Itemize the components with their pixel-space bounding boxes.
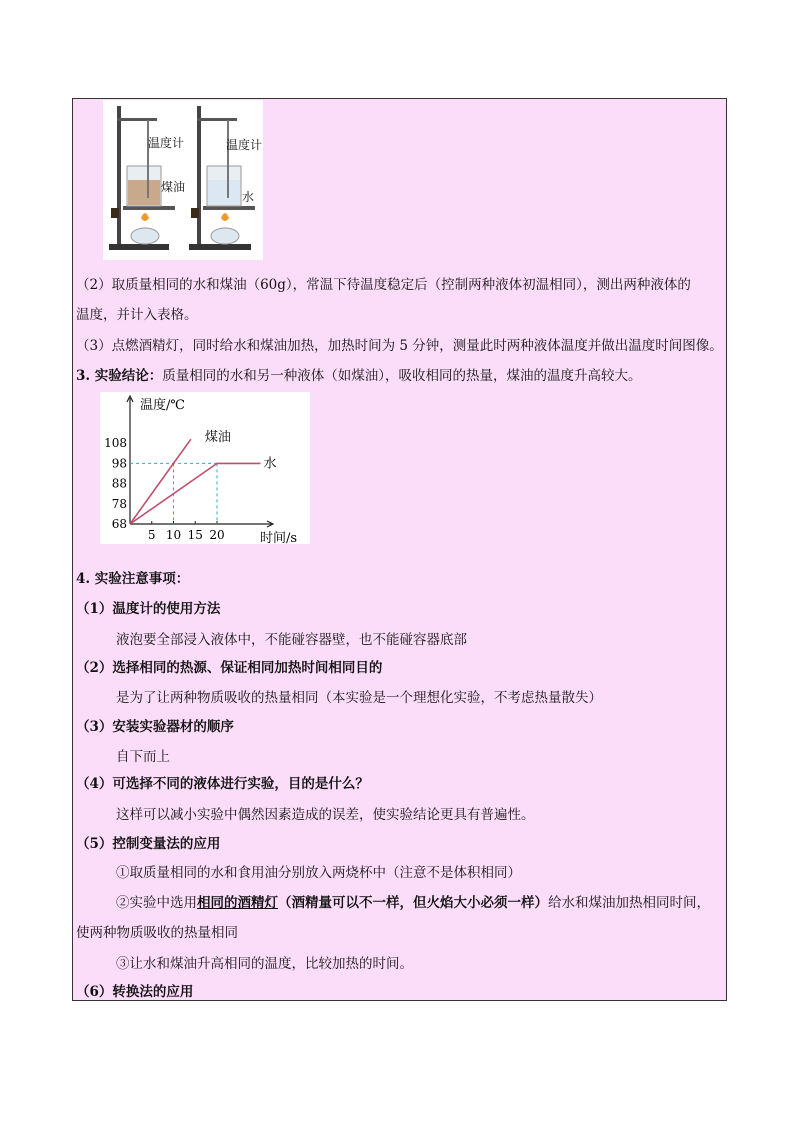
conclusion-heading: 3. 实验结论： [76, 368, 163, 384]
x-axis-label: 时间/s [260, 531, 298, 544]
step3-text: （3）点燃酒精灯，同时给水和煤油加热，加热时间为 5 分钟，测量此时两种液体温度并做出温度时间图像。 [76, 338, 723, 354]
series-line-water [130, 463, 261, 524]
note3-body: 自下而上 [116, 749, 170, 765]
note5-b-pre: ②实验中选用 [116, 895, 197, 911]
y-tick-label: 108 [104, 436, 127, 451]
step2-line2: 温度，并计入表格。 [76, 307, 198, 323]
note1-title: （1）温度计的使用方法 [76, 601, 221, 617]
note5-b-post: 给水和煤油加热相同时间， [548, 895, 710, 911]
series-label: 水 [263, 456, 277, 472]
x-tick-label: 10 [165, 528, 182, 542]
note5-title: （5）控制变量法的应用 [76, 836, 221, 852]
note5-item-b-line2: 使两种物质吸收的热量相同 [76, 925, 238, 941]
note4-title: （4）可选择不同的液体进行实验，目的是什么？ [76, 776, 369, 792]
chart-svg [100, 392, 310, 544]
y-tick-label: 88 [111, 476, 127, 491]
note1-body: 液泡要全部浸入液体中，不能碰容器壁，也不能碰容器底部 [116, 632, 467, 648]
x-tick-label: 15 [187, 528, 203, 542]
note5-item-a: ①取质量相同的水和食用油分别放入两烧杯中（注意不是体积相同） [116, 865, 521, 881]
x-tick-label: 20 [209, 528, 225, 542]
step2-line1: （2）取质量相同的水和煤油（60g），常温下待温度稳定后（控制两种液体初温相同），测出两种液体的 [76, 277, 691, 293]
note5-item-b [116, 894, 710, 912]
note5-b-bold2: （酒精量可以不一样，但火焰大小必须一样） [278, 895, 548, 911]
label-water: 水 [242, 190, 255, 204]
note3-title: （3）安装实验器材的顺序 [76, 719, 234, 735]
x-tick-label: 5 [147, 528, 156, 542]
series-line-kerosene [130, 439, 191, 524]
note4-body: 这样可以减小实验中偶然因素造成的误差，使实验结论更具有普遍性。 [116, 807, 535, 823]
conclusion-text: 质量相同的水和另一种液体（如煤油），吸收相同的热量，煤油的温度升高较大。 [162, 368, 642, 384]
apparatus-figure [103, 100, 263, 260]
note5-item-c: ③让水和煤油升高相同的温度，比较加热的时间。 [116, 956, 413, 972]
y-tick-label: 68 [111, 517, 127, 531]
y-axis-label: 温度/℃ [140, 398, 185, 413]
conclusion-line [76, 367, 642, 385]
note2-body: 是为了让两种物质吸收的热量相同（本实验是一个理想化实验，不考虑热量散失） [116, 690, 602, 706]
series-label: 煤油 [204, 430, 231, 446]
notes-heading: 4. 实验注意事项： [76, 571, 190, 587]
temperature-time-chart [100, 392, 310, 544]
y-tick-label: 78 [111, 496, 127, 511]
label-thermometer-right: 温度计 [226, 138, 263, 152]
label-kerosene: 煤油 [161, 180, 186, 194]
note6-title: （6）转换法的应用 [76, 984, 194, 1000]
note5-b-bold1: 相同的酒精灯 [197, 895, 278, 911]
note2-title: （2）选择相同的热源、保证相同加热时间相同目的 [76, 660, 383, 676]
label-thermometer-left: 温度计 [148, 136, 185, 150]
y-tick-label: 98 [111, 456, 127, 471]
